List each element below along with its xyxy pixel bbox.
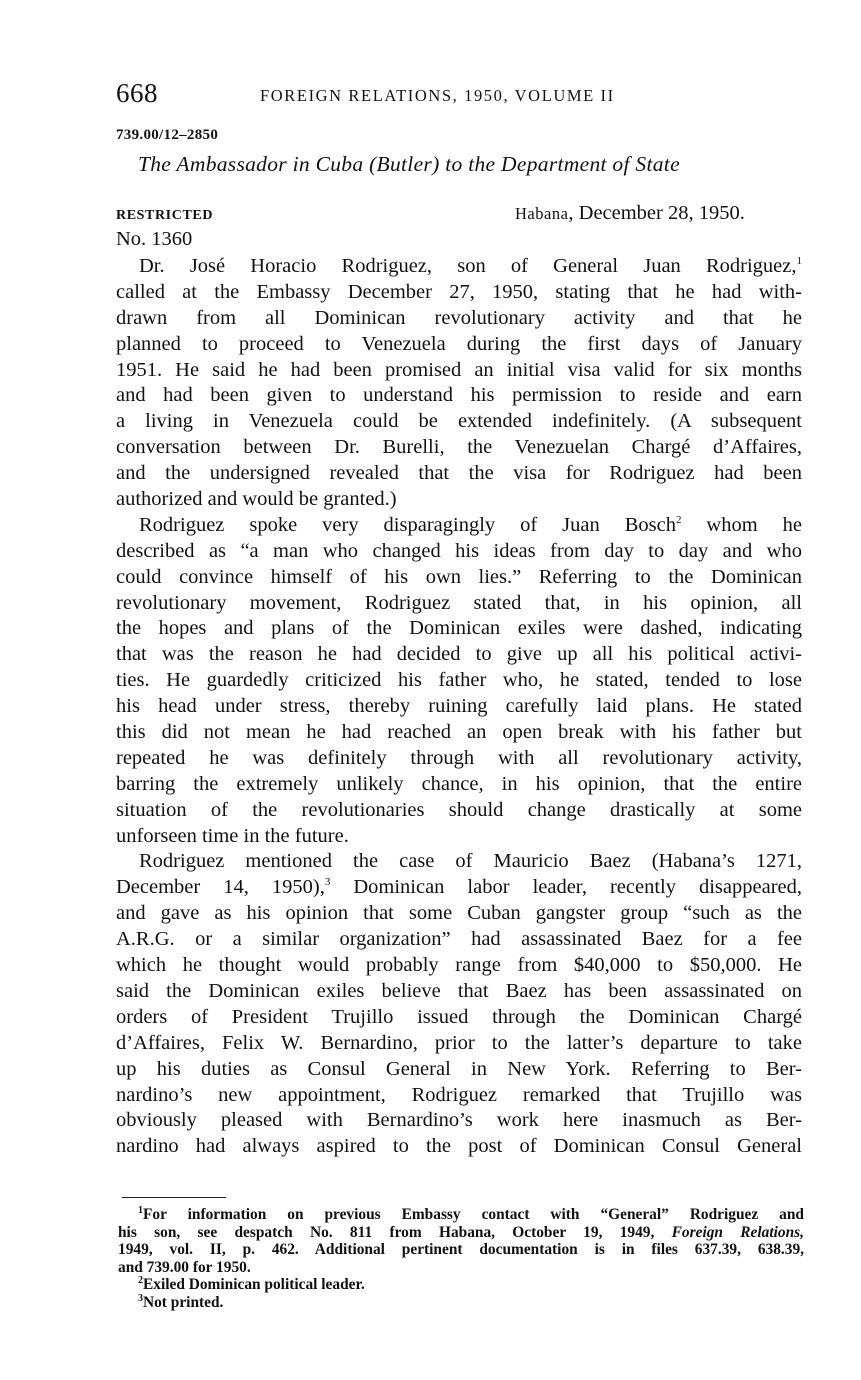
line-text: conversation between Dr. Burelli, the Venezuelan Chargé d’Affaires, xyxy=(116,436,802,459)
body-line xyxy=(116,306,802,332)
body-line xyxy=(116,1057,802,1083)
line-text: situation of the revolutionaries should change drastically at some xyxy=(116,798,802,821)
line-text: repeated he was definitely through with all revolutionary activity, xyxy=(116,746,802,769)
place-name: Habana xyxy=(515,204,569,223)
footnote-text: For information on previous Embassy contact with “General” Rodriguez and xyxy=(143,1206,804,1223)
line-text: authorized and would be granted.) xyxy=(116,488,397,511)
body-line xyxy=(116,875,802,901)
line-text: obviously pleased with Bernardino’s work here inasmuch as Ber- xyxy=(116,1109,802,1132)
body-line xyxy=(116,409,802,435)
body-line xyxy=(116,901,802,927)
body-line xyxy=(116,824,802,850)
footnotes xyxy=(118,1206,804,1312)
footnote-line xyxy=(118,1259,804,1277)
document-number: No. 1360 xyxy=(116,228,193,250)
line-text: planned to proceed to Venezuela during the first days of January xyxy=(116,332,802,355)
body-line xyxy=(116,591,802,617)
line-text: ties. He guardedly criticized his father who, he stated, tended to lose xyxy=(116,669,802,692)
line-text: called at the Embassy December 27, 1950, stating that he had with- xyxy=(116,280,802,303)
body-line xyxy=(116,953,802,979)
footnote-line xyxy=(118,1206,804,1224)
line-text: d’Affaires, Felix W. Bernardino, prior to the latter’s departure to take xyxy=(116,1031,802,1054)
line-text: the hopes and plans of the Dominican exiles were dashed, indicating xyxy=(116,617,802,640)
running-title: FOREIGN RELATIONS, 1950, VOLUME II xyxy=(260,86,615,105)
footnote-line xyxy=(118,1224,804,1242)
body-line xyxy=(116,798,802,824)
line-text: that was the reason he had decided to give up all his political activi- xyxy=(116,643,802,666)
body-line xyxy=(116,280,802,306)
line-text: drawn from all Dominican revolutionary activity and that he xyxy=(116,306,802,329)
line-text: revolutionary movement, Rodriguez stated that, in his opinion, all xyxy=(116,591,802,614)
line-text: A.R.G. or a similar organization” had assassinated Baez for a fee xyxy=(116,928,802,951)
footnote-marker: 2 xyxy=(138,1275,143,1287)
body-line xyxy=(116,1134,802,1160)
body-line xyxy=(116,565,802,591)
line-text: unforseen time in the future. xyxy=(116,824,349,847)
body-line xyxy=(116,694,802,720)
footnote-marker: 1 xyxy=(138,1204,143,1216)
footnote-ref: 2 xyxy=(675,514,682,527)
line-text: described as “a man who changed his ideas from day to day and who xyxy=(116,539,802,562)
line-text-continued: whom he xyxy=(681,513,802,536)
body-line xyxy=(116,746,802,772)
line-text: a living in Venezuela could be extended indefinitely. (A subsequent xyxy=(116,410,802,433)
body-line xyxy=(116,1083,802,1109)
file-number: 739.00/12–2850 xyxy=(116,127,219,143)
line-text: could convince himself of his own lies.” Referring to the Dominican xyxy=(116,565,802,588)
body-line xyxy=(116,616,802,642)
document-title: The Ambassador in Cuba (Butler) to the Department of State xyxy=(138,152,680,176)
line-text: up his duties as Consul General in New York. Referring to Ber- xyxy=(116,1057,802,1080)
body-line xyxy=(116,720,802,746)
line-text: and had been given to understand his permission to reside and earn xyxy=(116,384,802,407)
line-text: Rodriguez spoke very disparagingly of Juan Bosch xyxy=(139,513,676,536)
body-line xyxy=(116,487,802,513)
footnote-text: his son, see despatch No. 811 from Habana, October 19, 1949, xyxy=(118,1223,672,1241)
body-text xyxy=(116,254,802,1160)
footnote-ref: 1 xyxy=(796,255,802,268)
line-text: 1951. He said he had been promised an initial visa valid for six months xyxy=(116,358,802,381)
running-header xyxy=(116,78,802,112)
line-text: said the Dominican exiles believe that Baez has been assassinated on xyxy=(116,979,802,1002)
line-text: this did not mean he had reached an open break with his father but xyxy=(116,721,802,744)
line-text: Rodriguez mentioned the case of Mauricio Baez (Habana’s 1271, xyxy=(139,850,802,873)
line-text: barring the extremely unlikely chance, in his opinion, that the entire xyxy=(116,772,802,795)
body-line xyxy=(116,1108,802,1134)
line-text: nardino had always aspired to the post of Dominican Consul General xyxy=(116,1135,802,1158)
line-text: which he thought would probably range from $40,000 to $50,000. He xyxy=(116,954,802,977)
footnote-divider xyxy=(122,1197,226,1198)
body-line xyxy=(116,254,802,280)
footnote-line xyxy=(118,1294,804,1312)
body-line xyxy=(116,642,802,668)
line-text: his head under stress, thereby ruining carefully laid plans. He stated xyxy=(116,695,802,718)
classification-label: RESTRICTED xyxy=(116,208,214,223)
body-line xyxy=(116,927,802,953)
line-text: and the undersigned revealed that the visa for Rodriguez had been xyxy=(116,462,802,485)
body-line xyxy=(116,668,802,694)
footnote-text: and 739.00 for 1950. xyxy=(118,1258,251,1276)
footnote-text: 1949, vol. II, p. 462. Additional pertinent documentation is in files 637.39, 638.39, xyxy=(118,1241,804,1259)
footnote-ref: 3 xyxy=(324,876,331,889)
footnote-text: Exiled Dominican political leader. xyxy=(143,1276,365,1294)
body-line xyxy=(116,435,802,461)
body-line xyxy=(116,849,802,875)
body-line xyxy=(116,513,802,539)
body-line xyxy=(116,461,802,487)
footnote-italic-text: Foreign Relations, xyxy=(671,1223,805,1241)
footnote-text: Not printed. xyxy=(143,1293,224,1311)
body-line xyxy=(116,539,802,565)
line-text: and gave as his opinion that some Cuban gangster group “such as the xyxy=(116,902,802,925)
line-text: Dr. José Horacio Rodriguez, son of General Juan Rodriguez, xyxy=(139,255,797,277)
body-line xyxy=(116,772,802,798)
body-line xyxy=(116,358,802,384)
body-line xyxy=(116,332,802,358)
line-text-continued: Dominican labor leader, recently disappeared, xyxy=(330,876,802,899)
place-and-date xyxy=(515,202,745,225)
line-text: orders of President Trujillo issued through the Dominican Chargé xyxy=(116,1005,802,1028)
footnote-line xyxy=(118,1276,804,1294)
footnote-line xyxy=(118,1241,804,1259)
body-line xyxy=(116,1005,802,1031)
body-line xyxy=(116,383,802,409)
page-number: 668 xyxy=(116,78,158,108)
document-date: , December 28, 1950. xyxy=(568,202,745,224)
footnote-marker: 3 xyxy=(138,1292,143,1304)
line-text: nardino’s new appointment, Rodriguez remarked that Trujillo was xyxy=(116,1083,802,1106)
body-line xyxy=(116,979,802,1005)
body-line xyxy=(116,1031,802,1057)
line-text: December 14, 1950), xyxy=(116,876,325,899)
